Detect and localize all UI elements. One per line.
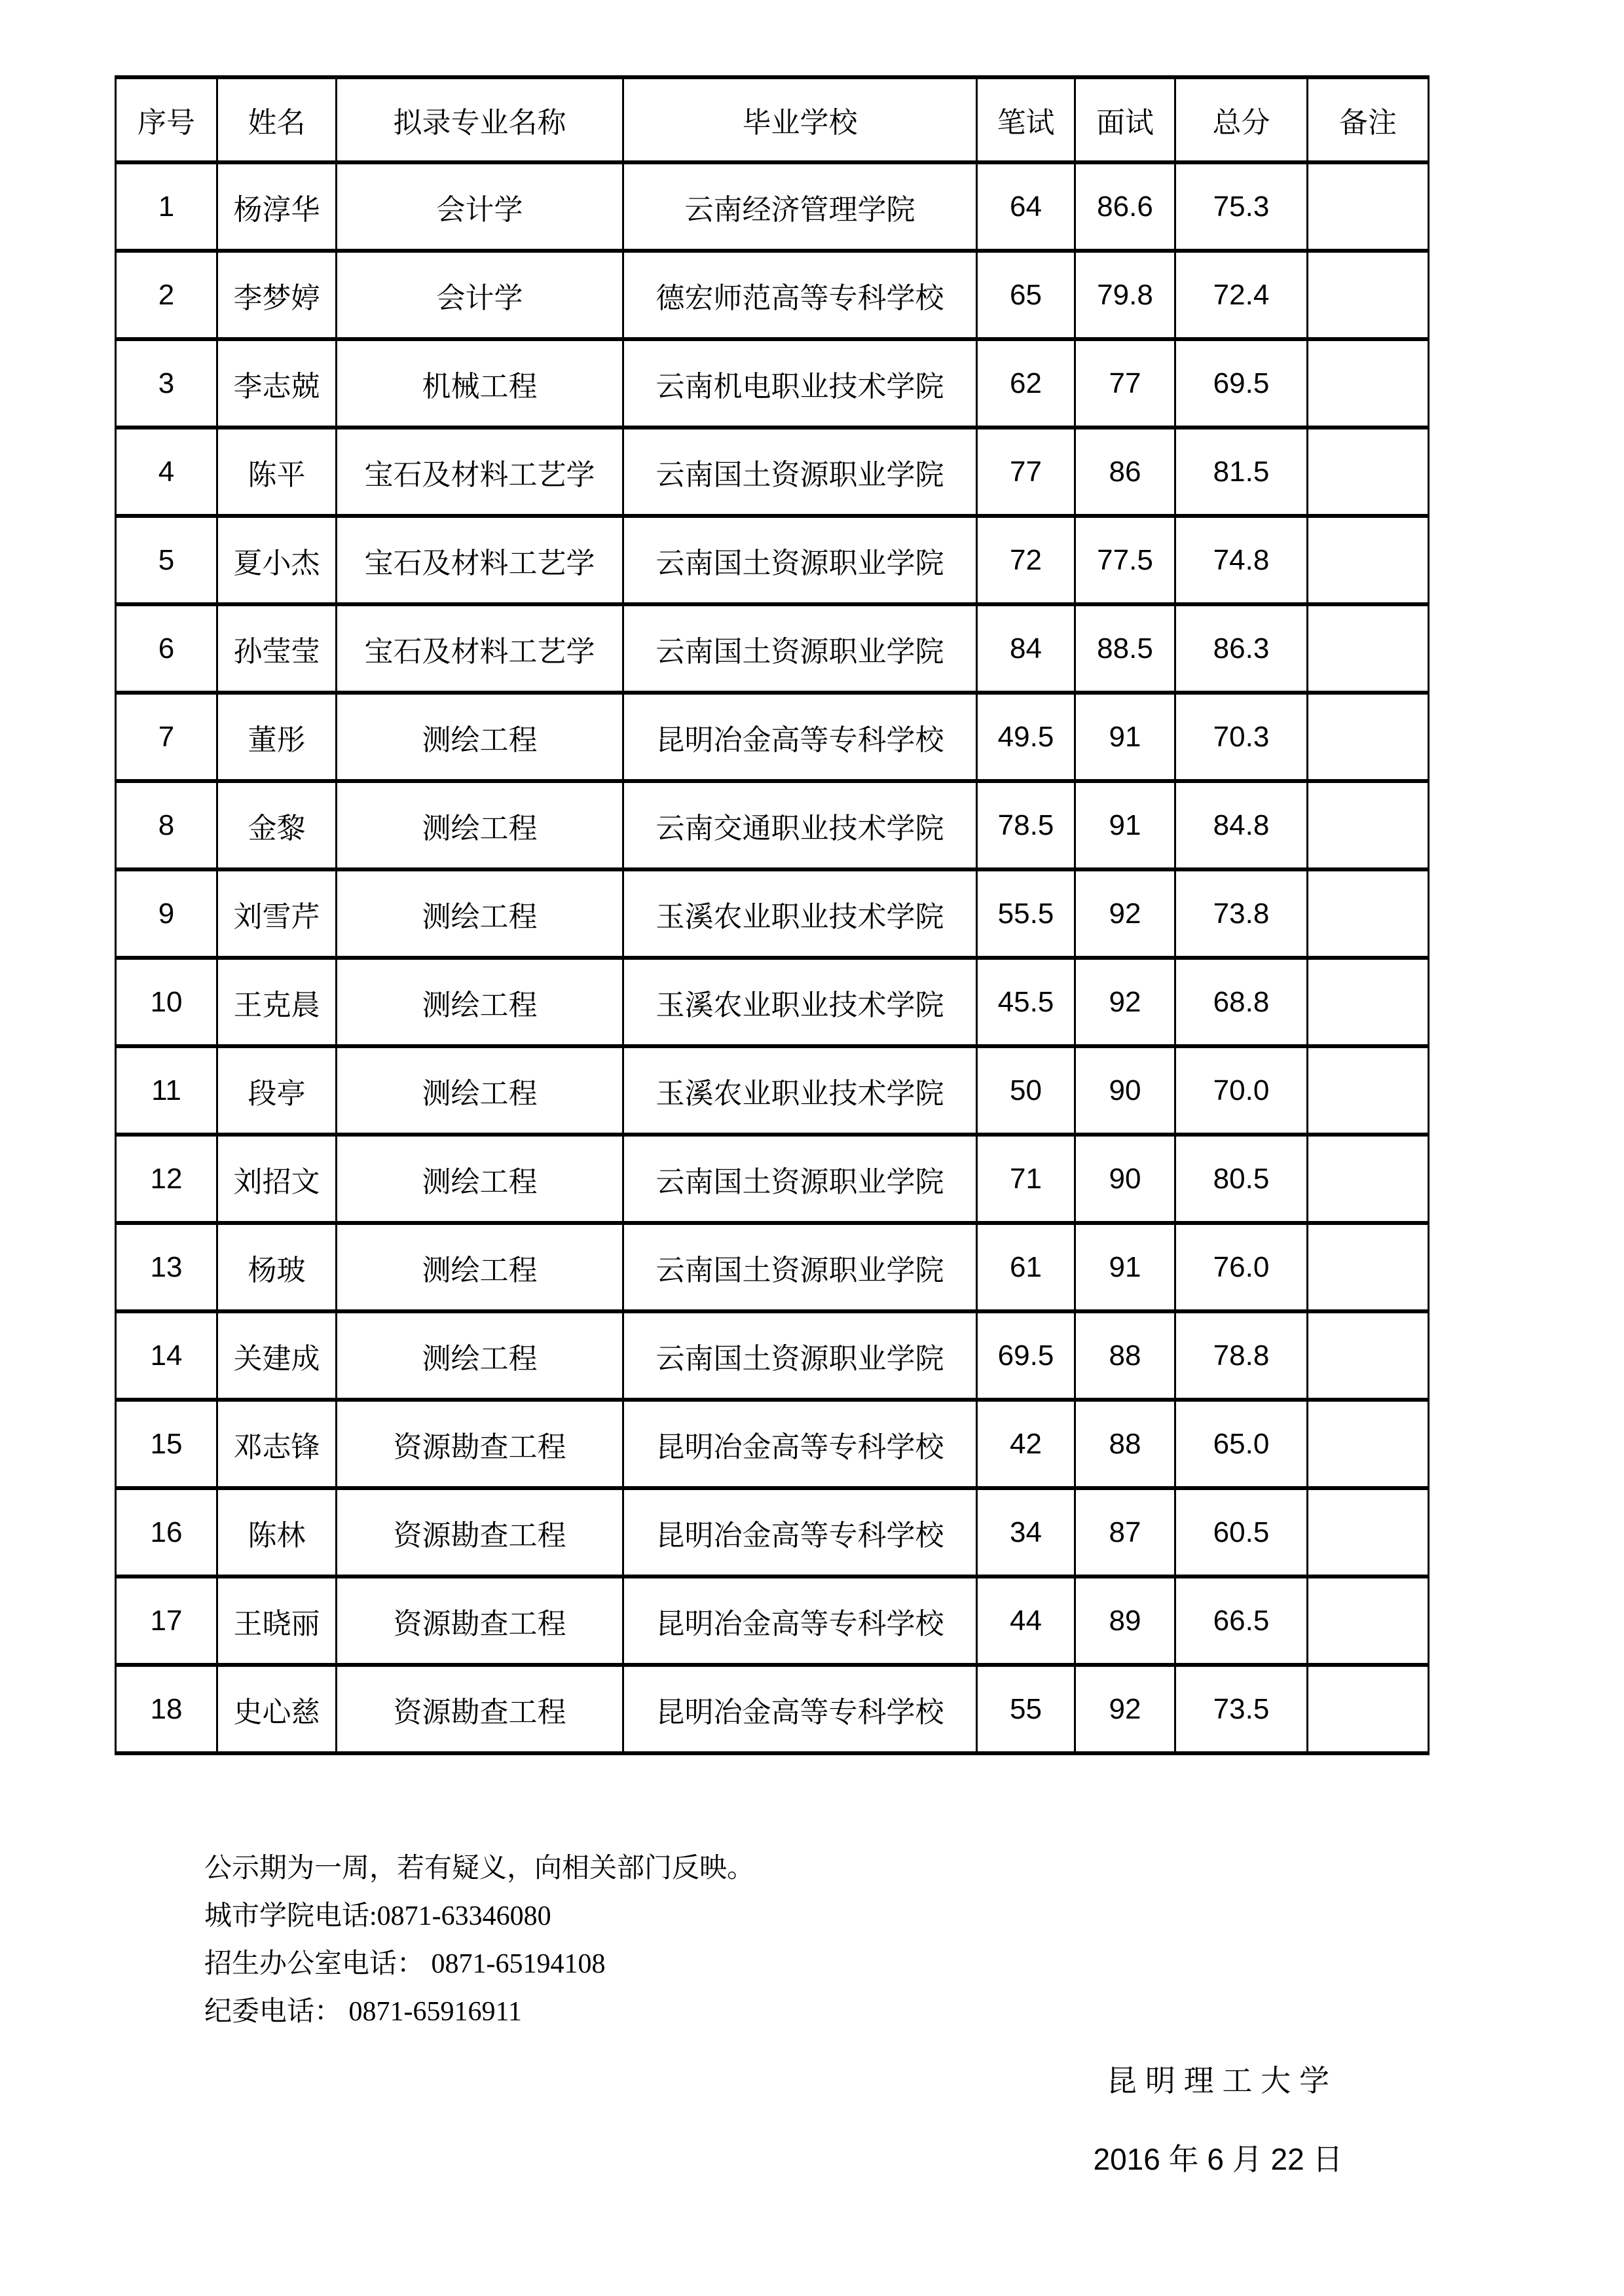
table-row <box>116 1488 1429 1576</box>
header-cell-major: 拟录专业名称 <box>337 77 623 162</box>
table-row <box>116 958 1429 1046</box>
table-cell: 65.0 <box>1175 1400 1308 1488</box>
table-cell: 昆明冶金高等专科学校 <box>623 1400 977 1488</box>
table-cell: 李梦婷 <box>217 251 337 339</box>
note-line: 公示期为一周，若有疑义，向相关部门反映。 <box>204 1853 755 1884</box>
table-row <box>116 1665 1429 1753</box>
header-cell-total: 总分 <box>1175 77 1308 162</box>
table-cell: 68.8 <box>1175 958 1308 1046</box>
table-cell <box>1308 1046 1429 1135</box>
note-line: 招生办公室电话： 0871-65194108 <box>204 1949 606 1979</box>
table-cell: 17 <box>116 1576 217 1665</box>
table-cell: 11 <box>116 1046 217 1135</box>
table-cell: 49.5 <box>977 693 1075 781</box>
table-cell: 云南机电职业技术学院 <box>623 339 977 428</box>
table-cell: 宝石及材料工艺学 <box>337 604 623 693</box>
table-cell: 8 <box>116 781 217 869</box>
table-cell <box>1308 1576 1429 1665</box>
table-cell: 60.5 <box>1175 1488 1308 1576</box>
table-cell: 史心慈 <box>217 1665 337 1753</box>
table-cell: 73.5 <box>1175 1665 1308 1753</box>
table-cell: 92 <box>1075 1665 1175 1753</box>
table-cell <box>1308 781 1429 869</box>
table-row <box>116 516 1429 604</box>
table-cell: 资源勘查工程 <box>337 1400 623 1488</box>
table-row <box>116 1400 1429 1488</box>
table-cell: 14 <box>116 1311 217 1400</box>
table-cell: 75.3 <box>1175 162 1308 251</box>
table-row <box>116 1576 1429 1665</box>
table-cell: 关建成 <box>217 1311 337 1400</box>
table-row <box>116 428 1429 516</box>
table-cell: 刘雪芹 <box>217 869 337 958</box>
table-cell: 91 <box>1075 1223 1175 1311</box>
table-cell: 88 <box>1075 1311 1175 1400</box>
table-cell: 72 <box>977 516 1075 604</box>
table-cell: 云南交通职业技术学院 <box>623 781 977 869</box>
table-cell: 云南经济管理学院 <box>623 162 977 251</box>
table-cell: 77 <box>977 428 1075 516</box>
table-cell: 3 <box>116 339 217 428</box>
table-cell: 5 <box>116 516 217 604</box>
table-cell: 杨玻 <box>217 1223 337 1311</box>
table-cell: 玉溪农业职业技术学院 <box>623 958 977 1046</box>
table-cell: 70.0 <box>1175 1046 1308 1135</box>
table-cell <box>1308 428 1429 516</box>
header-cell-name: 姓名 <box>217 77 337 162</box>
table-cell: 10 <box>116 958 217 1046</box>
table-cell: 云南国土资源职业学院 <box>623 1135 977 1223</box>
note-line: 城市学院电话:0871-63346080 <box>204 1901 551 1931</box>
table-cell: 测绘工程 <box>337 1135 623 1223</box>
table-cell: 18 <box>116 1665 217 1753</box>
table-cell: 测绘工程 <box>337 1311 623 1400</box>
table-cell: 64 <box>977 162 1075 251</box>
table-cell: 65 <box>977 251 1075 339</box>
table-cell: 会计学 <box>337 251 623 339</box>
table-cell: 72.4 <box>1175 251 1308 339</box>
table-cell: 资源勘查工程 <box>337 1576 623 1665</box>
table-cell: 测绘工程 <box>337 1223 623 1311</box>
table-cell: 测绘工程 <box>337 781 623 869</box>
table-cell: 90 <box>1075 1046 1175 1135</box>
table-cell: 7 <box>116 693 217 781</box>
table-cell <box>1308 958 1429 1046</box>
table-cell: 6 <box>116 604 217 693</box>
table-row <box>116 1311 1429 1400</box>
table-cell: 44 <box>977 1576 1075 1665</box>
table-cell: 资源勘查工程 <box>337 1488 623 1576</box>
table-cell: 夏小杰 <box>217 516 337 604</box>
table-cell: 71 <box>977 1135 1075 1223</box>
header-cell-interview: 面试 <box>1075 77 1175 162</box>
table-cell: 9 <box>116 869 217 958</box>
signature-org: 昆 明 理 工 大 学 <box>1107 2064 1329 2098</box>
table-body <box>116 162 1429 1753</box>
table-cell: 云南国土资源职业学院 <box>623 1311 977 1400</box>
table-cell: 12 <box>116 1135 217 1223</box>
table-cell <box>1308 1488 1429 1576</box>
table-cell <box>1308 1400 1429 1488</box>
signature-date: 2016 年 6 月 22 日 <box>1093 2142 1343 2176</box>
table-cell: 13 <box>116 1223 217 1311</box>
table-cell <box>1308 1311 1429 1400</box>
table-row <box>116 1135 1429 1223</box>
table-cell: 73.8 <box>1175 869 1308 958</box>
table-cell <box>1308 339 1429 428</box>
table-cell: 测绘工程 <box>337 693 623 781</box>
table-cell: 昆明冶金高等专科学校 <box>623 1576 977 1665</box>
table-cell <box>1308 516 1429 604</box>
table-cell: 61 <box>977 1223 1075 1311</box>
notes <box>204 1845 754 2036</box>
table-cell <box>1308 693 1429 781</box>
table-cell: 84 <box>977 604 1075 693</box>
table-cell: 86.3 <box>1175 604 1308 693</box>
table-cell: 92 <box>1075 958 1175 1046</box>
header-cell-remark: 备注 <box>1308 77 1429 162</box>
table-cell: 云南国土资源职业学院 <box>623 604 977 693</box>
table-cell: 88 <box>1075 1400 1175 1488</box>
table-cell: 4 <box>116 428 217 516</box>
table-cell: 89 <box>1075 1576 1175 1665</box>
table-cell: 69.5 <box>1175 339 1308 428</box>
table-cell: 王晓丽 <box>217 1576 337 1665</box>
table-cell <box>1308 162 1429 251</box>
table-cell <box>1308 869 1429 958</box>
table-cell: 测绘工程 <box>337 958 623 1046</box>
table-cell: 宝石及材料工艺学 <box>337 516 623 604</box>
table-row <box>116 869 1429 958</box>
table-cell: 孙莹莹 <box>217 604 337 693</box>
table-cell: 62 <box>977 339 1075 428</box>
table-cell: 78.5 <box>977 781 1075 869</box>
table-row <box>116 604 1429 693</box>
table-cell: 测绘工程 <box>337 1046 623 1135</box>
table-cell: 87 <box>1075 1488 1175 1576</box>
table-cell: 88.5 <box>1075 604 1175 693</box>
admission-table <box>115 75 1430 1755</box>
table-cell: 玉溪农业职业技术学院 <box>623 1046 977 1135</box>
table-cell: 德宏师范高等专科学校 <box>623 251 977 339</box>
table-cell: 会计学 <box>337 162 623 251</box>
table-cell <box>1308 251 1429 339</box>
table-cell: 刘招文 <box>217 1135 337 1223</box>
admission-table-container <box>115 75 1428 1755</box>
table-cell: 91 <box>1075 781 1175 869</box>
table-cell: 昆明冶金高等专科学校 <box>623 1488 977 1576</box>
table-cell: 段亭 <box>217 1046 337 1135</box>
table-cell: 王克晨 <box>217 958 337 1046</box>
table-cell: 55 <box>977 1665 1075 1753</box>
table-cell <box>1308 1665 1429 1753</box>
table-row <box>116 162 1429 251</box>
table-cell: 77.5 <box>1075 516 1175 604</box>
table-cell: 55.5 <box>977 869 1075 958</box>
table-cell: 77 <box>1075 339 1175 428</box>
table-cell: 陈林 <box>217 1488 337 1576</box>
table-cell: 45.5 <box>977 958 1075 1046</box>
table-row <box>116 1046 1429 1135</box>
table-row <box>116 781 1429 869</box>
table-cell: 74.8 <box>1175 516 1308 604</box>
table-cell: 84.8 <box>1175 781 1308 869</box>
table-cell: 资源勘查工程 <box>337 1665 623 1753</box>
table-cell <box>1308 604 1429 693</box>
table-cell: 宝石及材料工艺学 <box>337 428 623 516</box>
table-row <box>116 1223 1429 1311</box>
table-cell: 测绘工程 <box>337 869 623 958</box>
table-cell: 92 <box>1075 869 1175 958</box>
table-cell: 86 <box>1075 428 1175 516</box>
table-cell: 69.5 <box>977 1311 1075 1400</box>
table-cell: 昆明冶金高等专科学校 <box>623 1665 977 1753</box>
table-cell: 42 <box>977 1400 1075 1488</box>
table-header-row <box>116 77 1429 162</box>
table-cell: 70.3 <box>1175 693 1308 781</box>
table-cell: 86.6 <box>1075 162 1175 251</box>
table-cell <box>1308 1135 1429 1223</box>
table-cell: 杨淳华 <box>217 162 337 251</box>
table-cell: 云南国土资源职业学院 <box>623 428 977 516</box>
table-cell: 78.8 <box>1175 1311 1308 1400</box>
table-cell: 机械工程 <box>337 339 623 428</box>
table-cell: 90 <box>1075 1135 1175 1223</box>
table-row <box>116 339 1429 428</box>
table-cell: 81.5 <box>1175 428 1308 516</box>
table-cell: 76.0 <box>1175 1223 1308 1311</box>
table-row <box>116 693 1429 781</box>
table-cell: 66.5 <box>1175 1576 1308 1665</box>
table-cell: 邓志锋 <box>217 1400 337 1488</box>
table-cell: 云南国土资源职业学院 <box>623 1223 977 1311</box>
table-cell: 昆明冶金高等专科学校 <box>623 693 977 781</box>
table-cell: 50 <box>977 1046 1075 1135</box>
header-cell-seq: 序号 <box>116 77 217 162</box>
table-cell: 董彤 <box>217 693 337 781</box>
header-cell-written: 笔试 <box>977 77 1075 162</box>
table-cell: 陈平 <box>217 428 337 516</box>
table-cell: 34 <box>977 1488 1075 1576</box>
table-row <box>116 251 1429 339</box>
table-cell: 李志兢 <box>217 339 337 428</box>
table-cell: 91 <box>1075 693 1175 781</box>
table-cell: 80.5 <box>1175 1135 1308 1223</box>
note-line: 纪委电话： 0871-65916911 <box>204 1997 522 2027</box>
table-cell <box>1308 1223 1429 1311</box>
table-cell: 16 <box>116 1488 217 1576</box>
table-cell: 2 <box>116 251 217 339</box>
table-cell: 79.8 <box>1075 251 1175 339</box>
header-cell-school: 毕业学校 <box>623 77 977 162</box>
table-cell: 15 <box>116 1400 217 1488</box>
table-cell: 1 <box>116 162 217 251</box>
table-cell: 玉溪农业职业技术学院 <box>623 869 977 958</box>
table-cell: 金黎 <box>217 781 337 869</box>
table-cell: 云南国土资源职业学院 <box>623 516 977 604</box>
